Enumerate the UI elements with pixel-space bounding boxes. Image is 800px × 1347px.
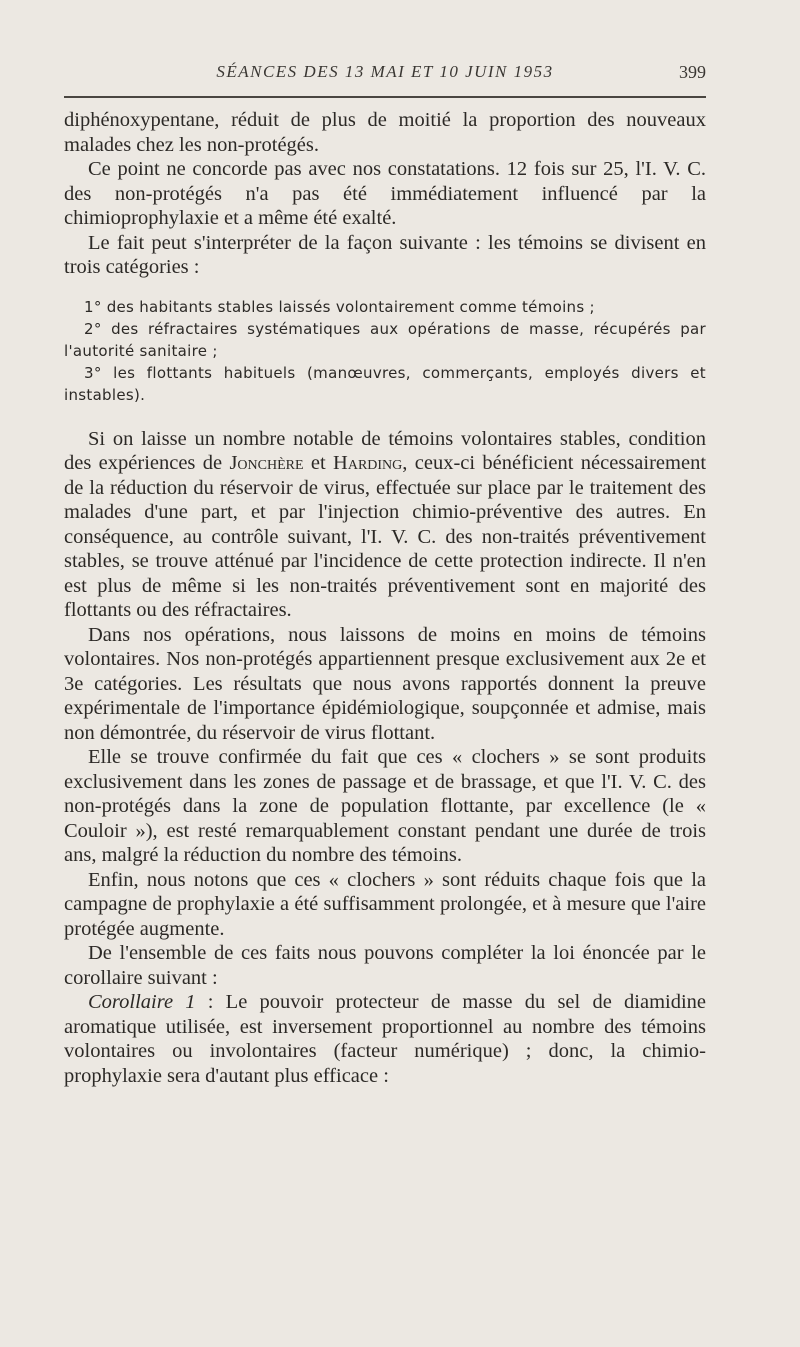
paragraph: diphénoxypentane, réduit de plus de moitié la proportion des nouveaux malades chez les non-protégés. [64,109,706,156]
paragraph [64,427,706,623]
paragraph: Elle se trouve confirmée du fait que ces « clochers » se sont produits exclusivement dans les zones de passage et de brassage, et que l'I. V. C. des non-protégés dans la zone de population flottante, par excellence (le « Couloir »), est resté remarquablement constant pendant une durée de trois ans, malgré la réduction du nombre des témoins. [64,746,706,866]
paragraph: Le fait peut s'interpréter de la façon suivante : les témoins se divisent en trois catégories : [64,231,706,278]
page-header [64,60,706,92]
page-number: 399 [679,62,706,82]
paragraph: Dans nos opérations, nous laissons de moins en moins de témoins volontaires. Nos non-protégés appartiennent presque exclusivement aux 2e et 3e catégories. Les résultats que nous avons rapportés donnent la preuve expérimentale de l'importance épidémiologique, soupçonnée et admise, mais non démontrée, du réservoir de virus flottant. [64,623,706,744]
corollary-label: Corollaire 1 [88,991,196,1013]
header-rule [64,96,706,98]
running-head: SÉANCES DES 13 MAI ET 10 JUIN 1953 [216,62,554,81]
paragraph [64,990,706,1088]
list-item: 2° des réfractaires systématiques aux opérations de masse, récupérés par l'autorité sanitaire ; [64,319,706,360]
paragraph: Enfin, nous notons que ces « clochers » sont réduits chaque fois que la campagne de prophylaxie a été suffisamment prolongée, et à mesure que l'aire protégée augmente. [64,868,706,940]
body-text [64,108,706,1088]
paragraph: Ce point ne concorde pas avec nos constatations. 12 fois sur 25, l'I. V. C. des non-protégés n'a pas été immédiatement influencé par la chimioprophylaxie et a même été exalté. [64,158,706,229]
paragraph: De l'ensemble de ces faits nous pouvons compléter la loi énoncée par le corollaire suivant : [64,942,706,989]
author-name: Jonchère [229,452,304,474]
category-list [64,296,706,406]
text-run: et [303,452,334,474]
list-item: 3° les flottants habituels (manœuvres, commerçants, employés divers et instables). [64,363,706,404]
author-name: Harding [333,452,403,474]
text-run: , ceux-ci bénéficient nécessairement de la réduction du réservoir de virus, effectuée sur place par le traitement des malades d'une part, et par l'injection chimio-préventive des autres. En conséquence, au contrôle suivant, l'I. V. C. des non-traités préventivement stables, se trouve atténué par l'incidence de cette protection indirecte. Il n'en est plus de même si les non-traités préventivement sont en majorité des flottants ou des réfractaires. [64,452,707,621]
list-item: 1° des habitants stables laissés volontairement comme témoins ; [84,297,595,316]
text-run: Si on laisse un nombre notable de témoins volontaires stables, condition des expériences de [64,427,706,474]
text-run: : Le pouvoir protecteur de masse du sel de diamidine aromatique utilisée, est inversement proportionnel au nombre des témoins volontaires ou involontaires (facteur numérique) ; donc, la chimio-prophylaxie sera d'autant plus efficace : [64,991,707,1087]
